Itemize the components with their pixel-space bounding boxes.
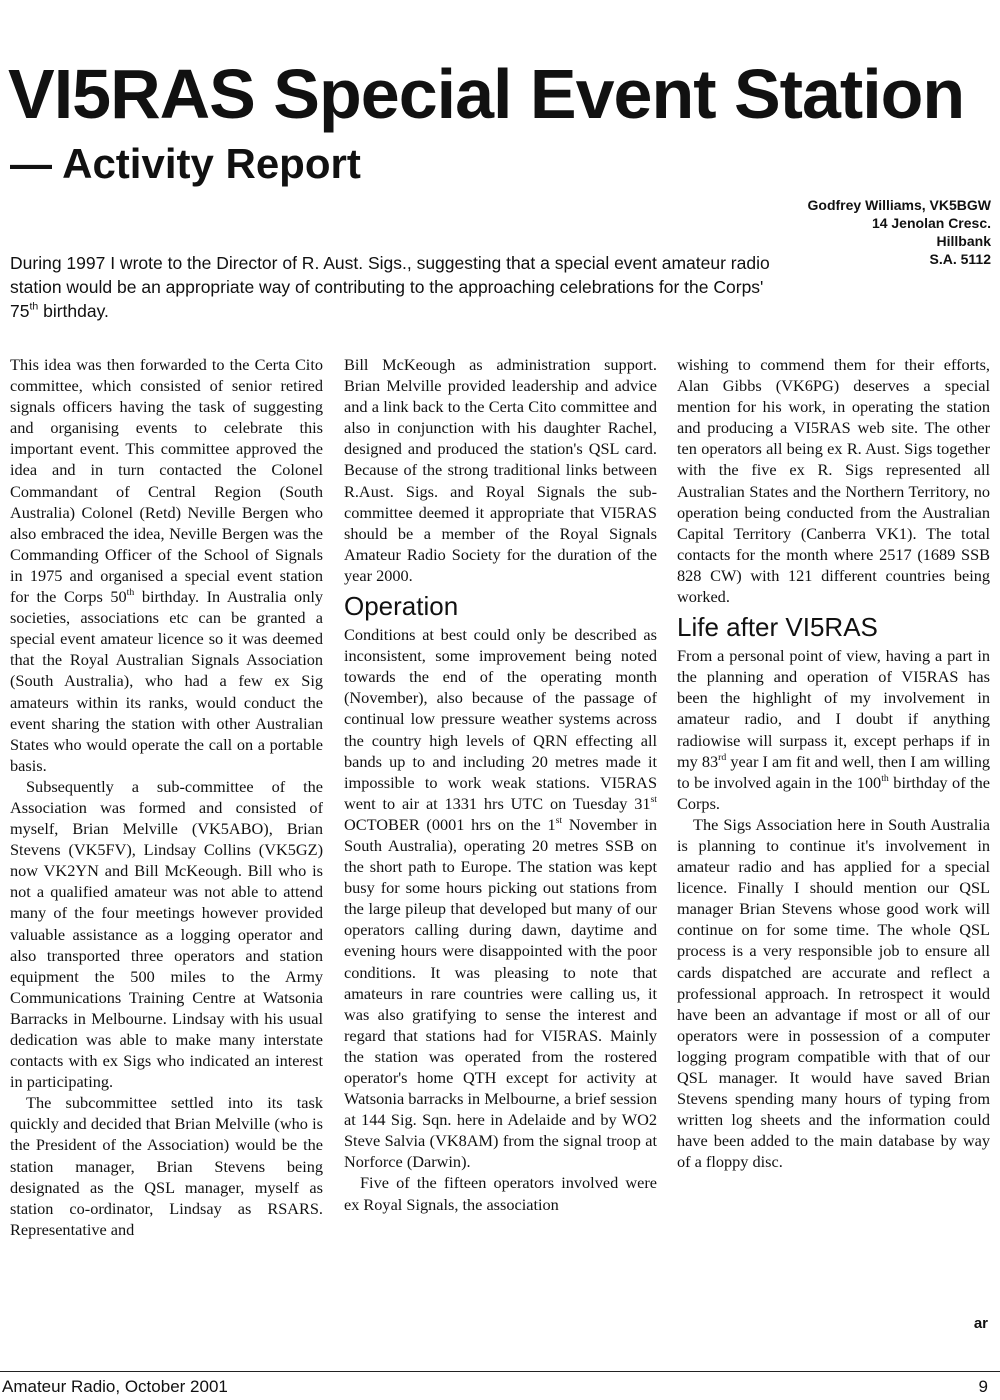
body-paragraph [677, 645, 990, 814]
body-paragraph: The Sigs Association here in South Australia is planning to continue it's involvement in amateur radio and has applied for a special licence. Finally I should mention our QSL manager Brian Stevens whose good work will continue on for some time. The whole QSL process is a very responsible job to ensure all cards dispatched are accurate and reflect a professional approach. In retrospect it would have been an advantage if most or all of our operators were in possession of a computer logging program compatible with that of our QSL manager. It would have saved Brian Stevens spending many hours of typing from written log sheets and the information could have been added to the main database by way of a floppy disc. [677, 814, 990, 1172]
column-3 [677, 354, 990, 1354]
body-paragraph: Subsequently a sub-committee of the Association was formed and consisted of myself, Brian Melville (VK5ABO), Brian Stevens (VK5FV), Lindsay Collins (VK5GZ) now VK2YN and Bill McKeough. Bill who is not a qualified amateur was not able to attend many of the four meetings however provided valuable assistance as a logging operator and also transported three operators and station equipment the 500 miles to the Army Communications Training Centre at Watsonia Barracks in Melbourne. Lindsay with his usual dedication was able to make many interstate contacts with ex Sigs who indicated an interest in participating. [10, 776, 323, 1092]
body-text: birthday of the Corps. [677, 772, 990, 813]
footer-divider [0, 1371, 1000, 1372]
intro-superscript: th [29, 300, 39, 313]
body-paragraph: Five of the fifteen operators involved were ex Royal Signals, the association [344, 1173, 657, 1214]
body-paragraph: wishing to commend them for their efforts, Alan Gibbs (VK6PG) deserves a special mention for his work, in operating the station and producing a VI5RAS web site. The other ten operators all being ex R. Aust. Sigs together with the five ex R. Sigs represented all Australian States and the Northern Territory, no operation being conducted from the Australian Capital Territory (Canberra VK1). The total contacts for the month where 2517 (1689 SSB 828 CW) with 121 different countries being worked. [677, 355, 990, 607]
author-name: Godfrey Williams, VK5BGW [807, 197, 991, 213]
section-heading-life-after: Life after VI5RAS [677, 612, 878, 643]
body-paragraph [344, 624, 657, 1172]
article-title: VI5RAS Special Event Station [8, 55, 965, 133]
body-text: This idea was then forwarded to the Certa Cito committee, which consisted of senior retired signals officers having the task of suggesting and organising events to celebrate this important event. This committee approved the idea and in turn contacted the Colonel Commandant of Central Region (South Australia) Colonel (Retd) Neville Bergen who also embraced the idea, Neville Bergen was the Commanding Officer of the School of Signals in 1975 and organised a special event station for the Corps 50 [10, 355, 323, 607]
column-1 [10, 354, 323, 1354]
author-address-line: 14 Jenolan Cresc. [871, 215, 991, 231]
superscript: st [650, 793, 657, 805]
superscript: rd [718, 751, 727, 763]
footer-page-number: 9 [978, 1377, 988, 1396]
body-text: From a personal point of view, having a part in the planning and operation of VI5RAS has been the highlight of my involvement in amateur radio, and I doubt if anything radiowise will surpass it, except perhaps if in my 83 [677, 646, 990, 771]
section-heading-operation: Operation [344, 591, 459, 622]
body-text: Conditions at best could only be described as inconsistent, some improvement being noted towards the end of the operating month (November), also because of the passage of continual low pressure weather systems across the country high levels of QRN effecting all bands up to and including 20 metres made it impossible to work weak stations. VI5RAS went to air at 1331 hrs UTC on Tuesday 31 [344, 625, 657, 813]
body-paragraph: The subcommittee settled into its task quickly and decided that Brian Melville (who is the President of the Association) would be the station manager, Brian Stevens being designated as the QSL manager, myself as station co-ordinator, Lindsay as RSARS. Representative and [10, 1093, 323, 1239]
author-block [808, 196, 991, 268]
article-end-mark: ar [973, 1315, 988, 1332]
body-text: year I am fit and well, then I am willing to be involved again in the 100 [677, 751, 990, 792]
body-paragraph [10, 354, 323, 776]
superscript: th [881, 772, 889, 784]
body-text: November in South Australia), operating 20 metres SSB on the short path to Europe. The station was kept busy for some hours picking out stations from the large pileup that developed but many of our operators calling during dawn, daytime and evening hours were disappointed with the poor conditions. It was pleasing to note that amateurs in rare countries were calling us, it was also gratifying to sense the interest and regard that stations had for VI5RAS. Mainly the station was operated from the rostered operator's home QTH except for activity at Watsonia barracks in Melbourne, a brief session at 144 Sig. Sqn. here in Adelaide and by WO2 Steve Salvia (VK8AM) from the signal troop at Norforce (Darwin). [344, 814, 657, 1172]
intro-tail: birthday. [38, 301, 109, 321]
body-text: birthday. In Australia only societies, associations etc can be granted a special event amateur licence so it was deemed that the Royal Australian Signals Association (South Australia), who had a few ex Sig amateurs within its ranks, would conduct the event sharing the station with other Australian States who would operate the call on a portable basis. [10, 587, 323, 775]
intro-text: During 1997 I wrote to the Director of R. Aust. Sigs., suggesting that a special event amateur radio station would be an appropriate way of contributing to the approaching celebrations for the Corps' 75 [10, 253, 770, 321]
footer-publication: Amateur Radio, October 2001 [2, 1377, 228, 1396]
article-subtitle: — Activity Report [10, 140, 361, 187]
body-paragraph: Bill McKeough as administration support. Brian Melville provided leadership and advice and a link back to the Certa Cito committee and also in conjunction with his daughter Rachel, designed and produced the station's QSL card. Because of the strong traditional links between R.Aust. Sigs. and Royal Signals the sub-committee deemed it appropriate that VI5RAS should be a member of the Royal Signals Amateur Radio Society for the duration of the year 2000. [344, 355, 657, 585]
superscript: th [126, 587, 135, 599]
intro-paragraph [10, 251, 780, 323]
column-2 [344, 354, 657, 1354]
author-address-line: Hillbank [936, 233, 991, 249]
body-text: OCTOBER (0001 hrs on the 1 [344, 814, 556, 834]
author-address-line: S.A. 5112 [929, 251, 991, 267]
superscript: st [555, 815, 563, 827]
